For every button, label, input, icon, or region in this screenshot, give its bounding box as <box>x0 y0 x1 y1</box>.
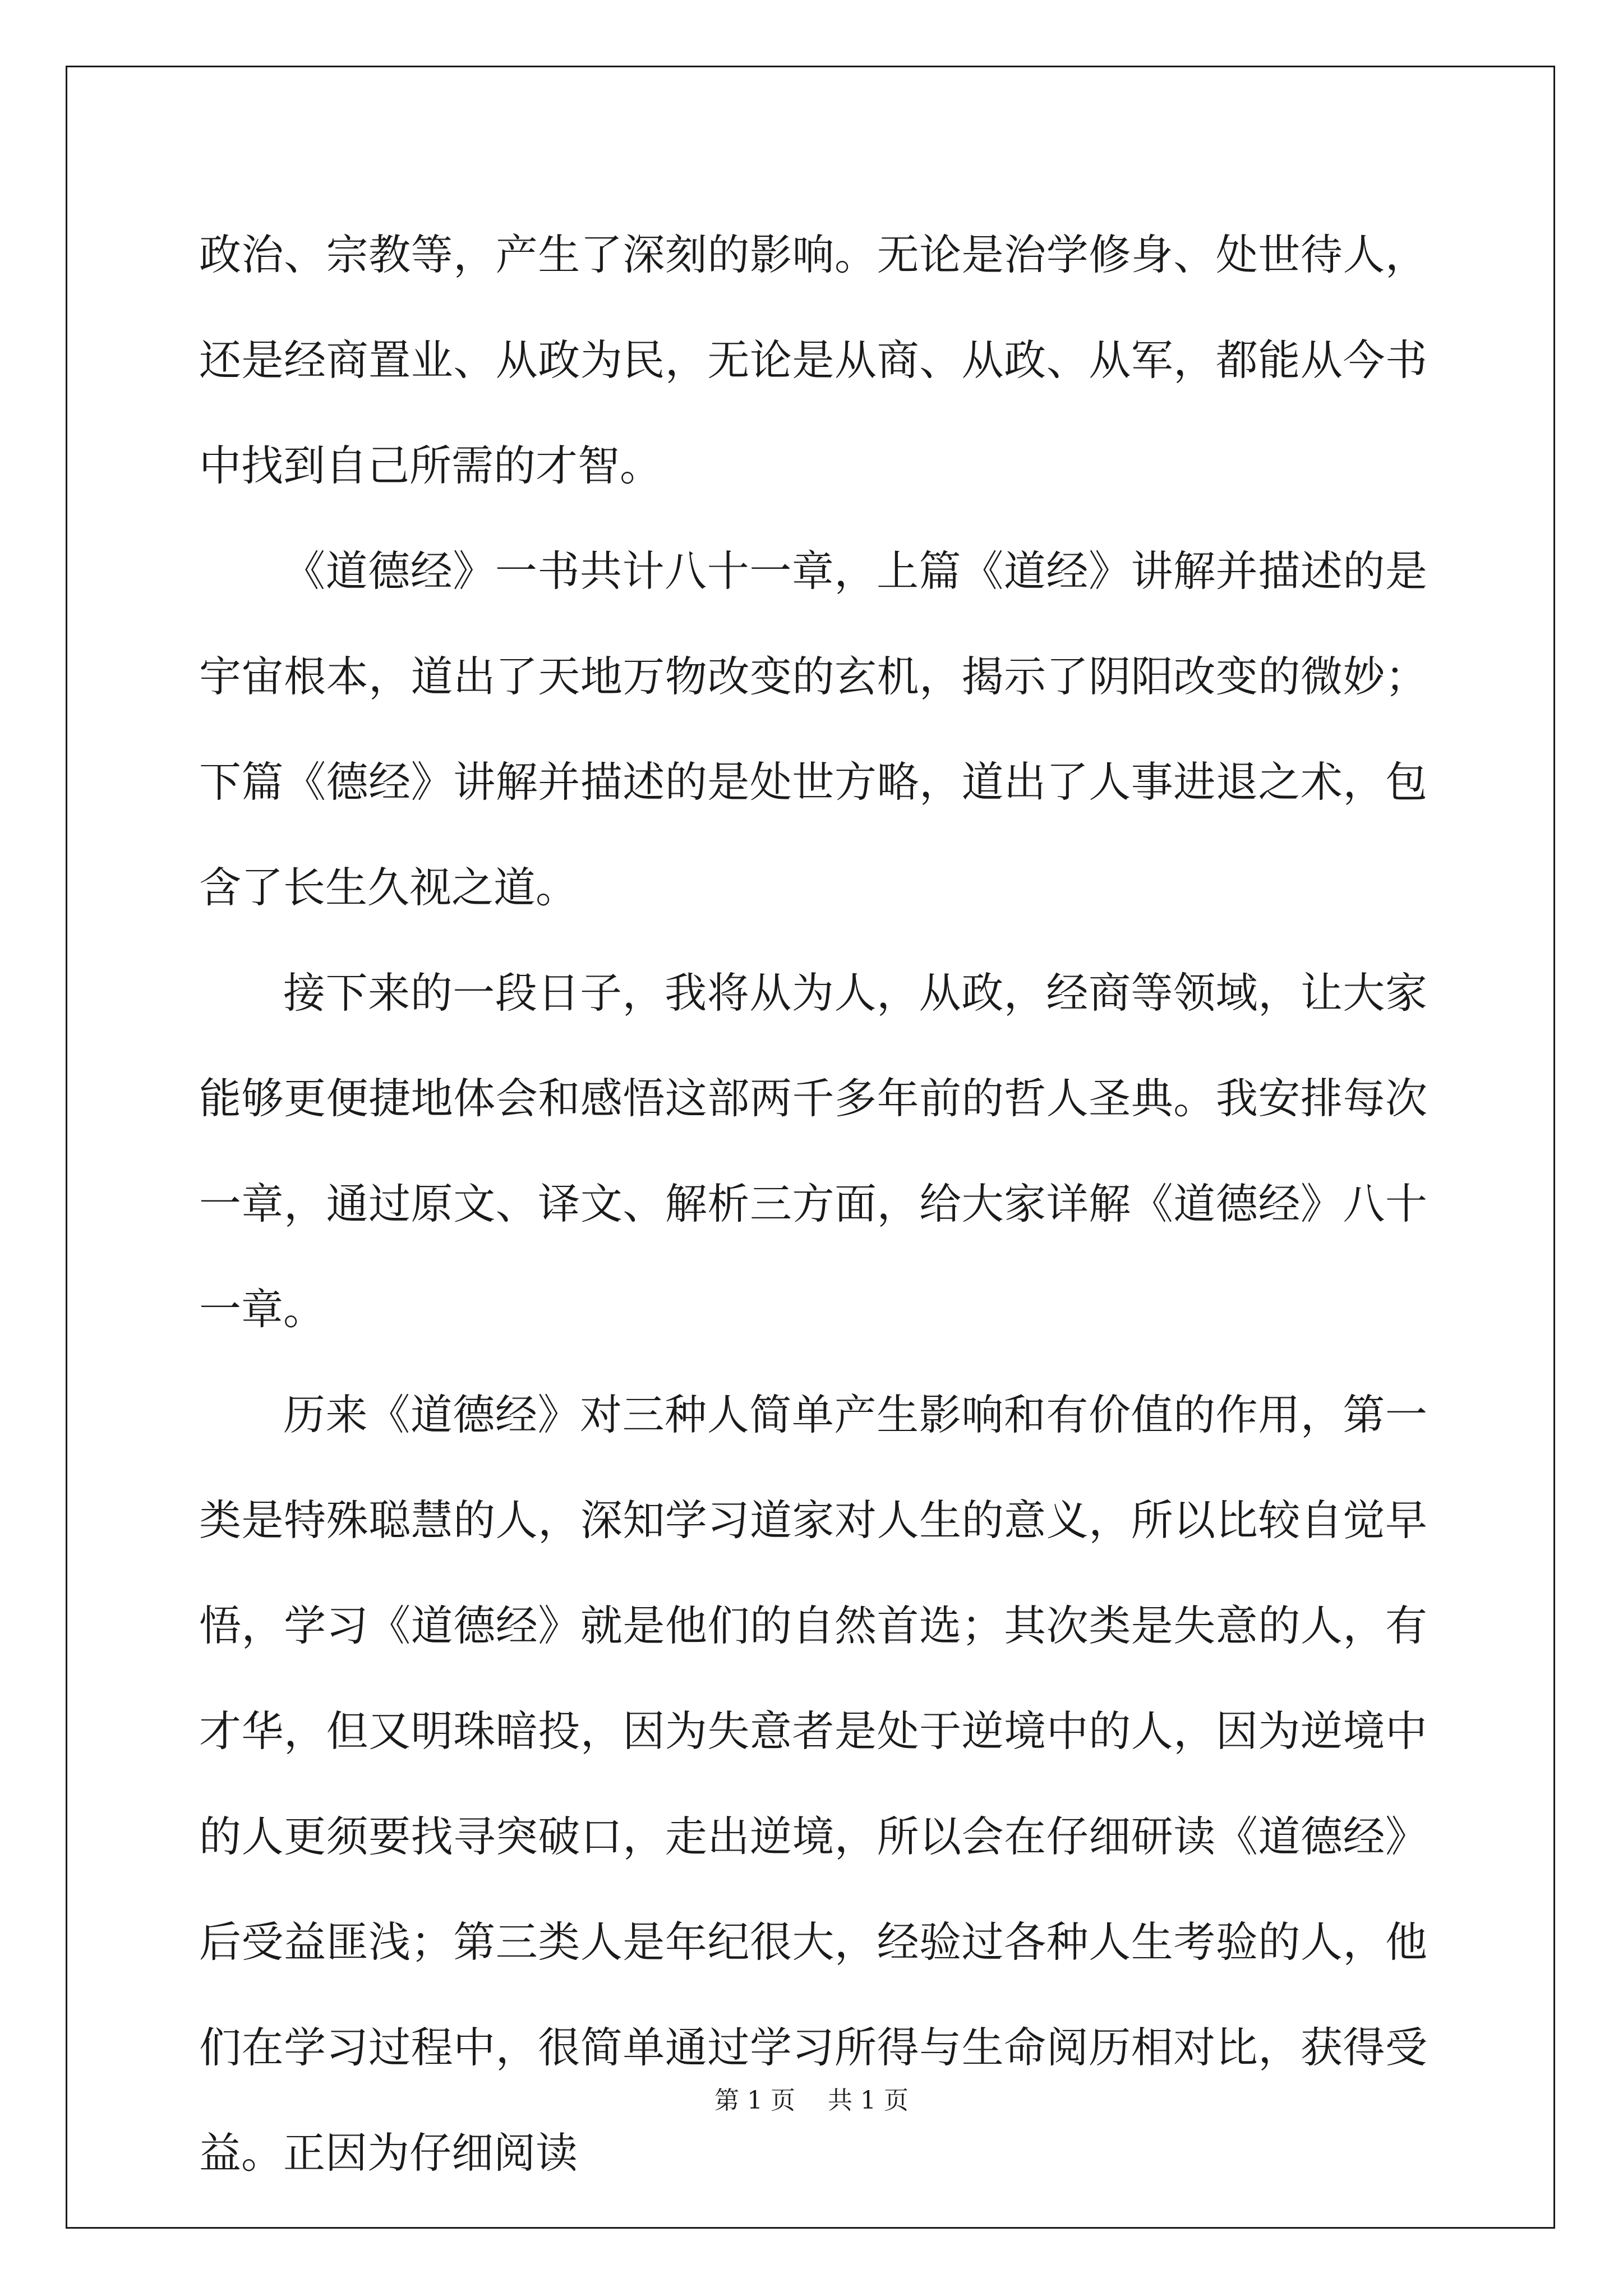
paragraph-2: 《道德经》一书共计八十一章，上篇《道经》讲解并描述的是宇宙根本，道出了天地万物改变的玄机，揭示了阴阳改变的微妙；下篇《德经》讲解并描述的是处世方略，道出了人事进退之术，包含了长生久视之道。 <box>199 546 1427 912</box>
page-footer <box>0 2080 1623 2116</box>
page-number: 第 1 页 <box>714 2086 795 2115</box>
paragraph-4: 历来《道德经》对三种人简单产生影响和有价值的作用，第一类是特殊聪慧的人，深知学习道家对人生的意义，所以比较自觉早悟，学习《道德经》就是他们的自然首选；其次类是失意的人，有才华，但又明珠暗投，因为失意者是处于逆境中的人，因为逆境中的人更须要找寻突破口，走出逆境，所以会在仔细研读《道德经》后受益匪浅；第三类人是年纪很大，经验过各种人生考验的人，他们在学习过程中，很简单通过学习所得与生命阅历相对比，获得受益。正因为仔细阅读 <box>199 1390 1427 2178</box>
paragraph-3: 接下来的一段日子，我将从为人，从政，经商等领域，让大家能够更便捷地体会和感悟这部两千多年前的哲人圣典。我安排每次一章，通过原文、译文、解析三方面，给大家详解《道德经》八十一章。 <box>199 968 1427 1334</box>
paragraph-1: 政治、宗教等，产生了深刻的影响。无论是治学修身、处世待人，还是经商置业、从政为民，无论是从商、从政、从军，都能从今书中找到自己所需的才智。 <box>199 230 1427 490</box>
page-total: 共 1 页 <box>828 2086 909 2115</box>
document-body <box>199 202 1427 2206</box>
